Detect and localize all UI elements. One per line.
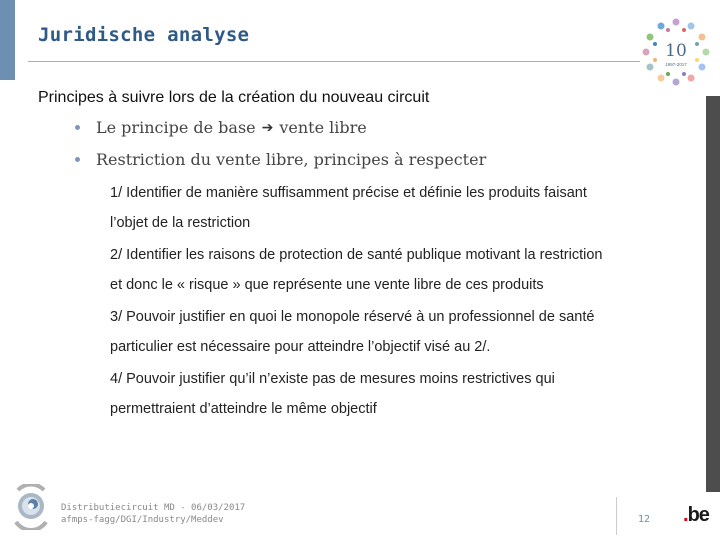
slide-title: Juridische analyse	[38, 24, 250, 46]
bullet-item	[75, 150, 486, 169]
anniversary-logo	[640, 16, 712, 88]
footer-line: Distributiecircuit MD - 06/03/2017	[61, 503, 246, 513]
principle-paragraph	[110, 240, 690, 300]
paragraph-line: 3/ Pouvoir justifier en quoi le monopole réservé à un professionnel de santé	[110, 309, 595, 325]
principle-paragraph	[110, 178, 690, 238]
be-logo-dot: .	[683, 504, 688, 526]
paragraph-line: 2/ Identifier les raisons de protection de santé publique motivant la restriction	[110, 247, 603, 263]
paragraph-line: 1/ Identifier de manière suffisamment précise et définie les produits faisant	[110, 185, 587, 201]
afmps-swirl-icon	[16, 484, 46, 530]
afmps-logo	[10, 484, 52, 530]
footer-info	[61, 502, 245, 526]
principle-paragraph	[110, 302, 690, 362]
left-accent-bar	[0, 0, 15, 80]
bullet-text-after: vente libre	[279, 118, 367, 137]
arrow-right-icon: ➔	[261, 119, 274, 136]
title-divider	[28, 61, 640, 62]
footer-line: afmps-fagg/DGI/Industry/Meddev	[61, 515, 224, 525]
page-number: 12	[638, 514, 651, 525]
bullet-item	[75, 118, 367, 137]
paragraph-line: 4/ Pouvoir justifier qu’il n’existe pas de mesures moins restrictives qui	[110, 371, 555, 387]
bullet-dot-icon	[75, 125, 80, 130]
logo-tagline: 1997-2017	[665, 62, 687, 67]
bullet-dot-icon	[75, 157, 80, 162]
principle-paragraph	[110, 364, 690, 424]
paragraph-line: et donc le « risque » que représente une vente libre de ces produits	[110, 277, 544, 293]
bullet-text: Restriction du vente libre, principes à respecter	[96, 150, 487, 169]
footer-divider	[616, 497, 617, 535]
bullet-text-before: Le principe de base	[96, 118, 256, 137]
slide-subtitle: Principes à suivre lors de la création du nouveau circuit	[38, 89, 430, 106]
right-accent-bar	[706, 96, 720, 492]
be-logo	[683, 504, 709, 527]
logo-number: 10	[665, 41, 687, 61]
paragraph-line: permettraient d’atteindre le même objectif	[110, 401, 377, 417]
paragraph-line: l’objet de la restriction	[110, 215, 251, 231]
paragraph-line: particulier est nécessaire pour atteindre l’objectif visé au 2/.	[110, 339, 491, 355]
be-logo-text: be	[687, 504, 709, 526]
